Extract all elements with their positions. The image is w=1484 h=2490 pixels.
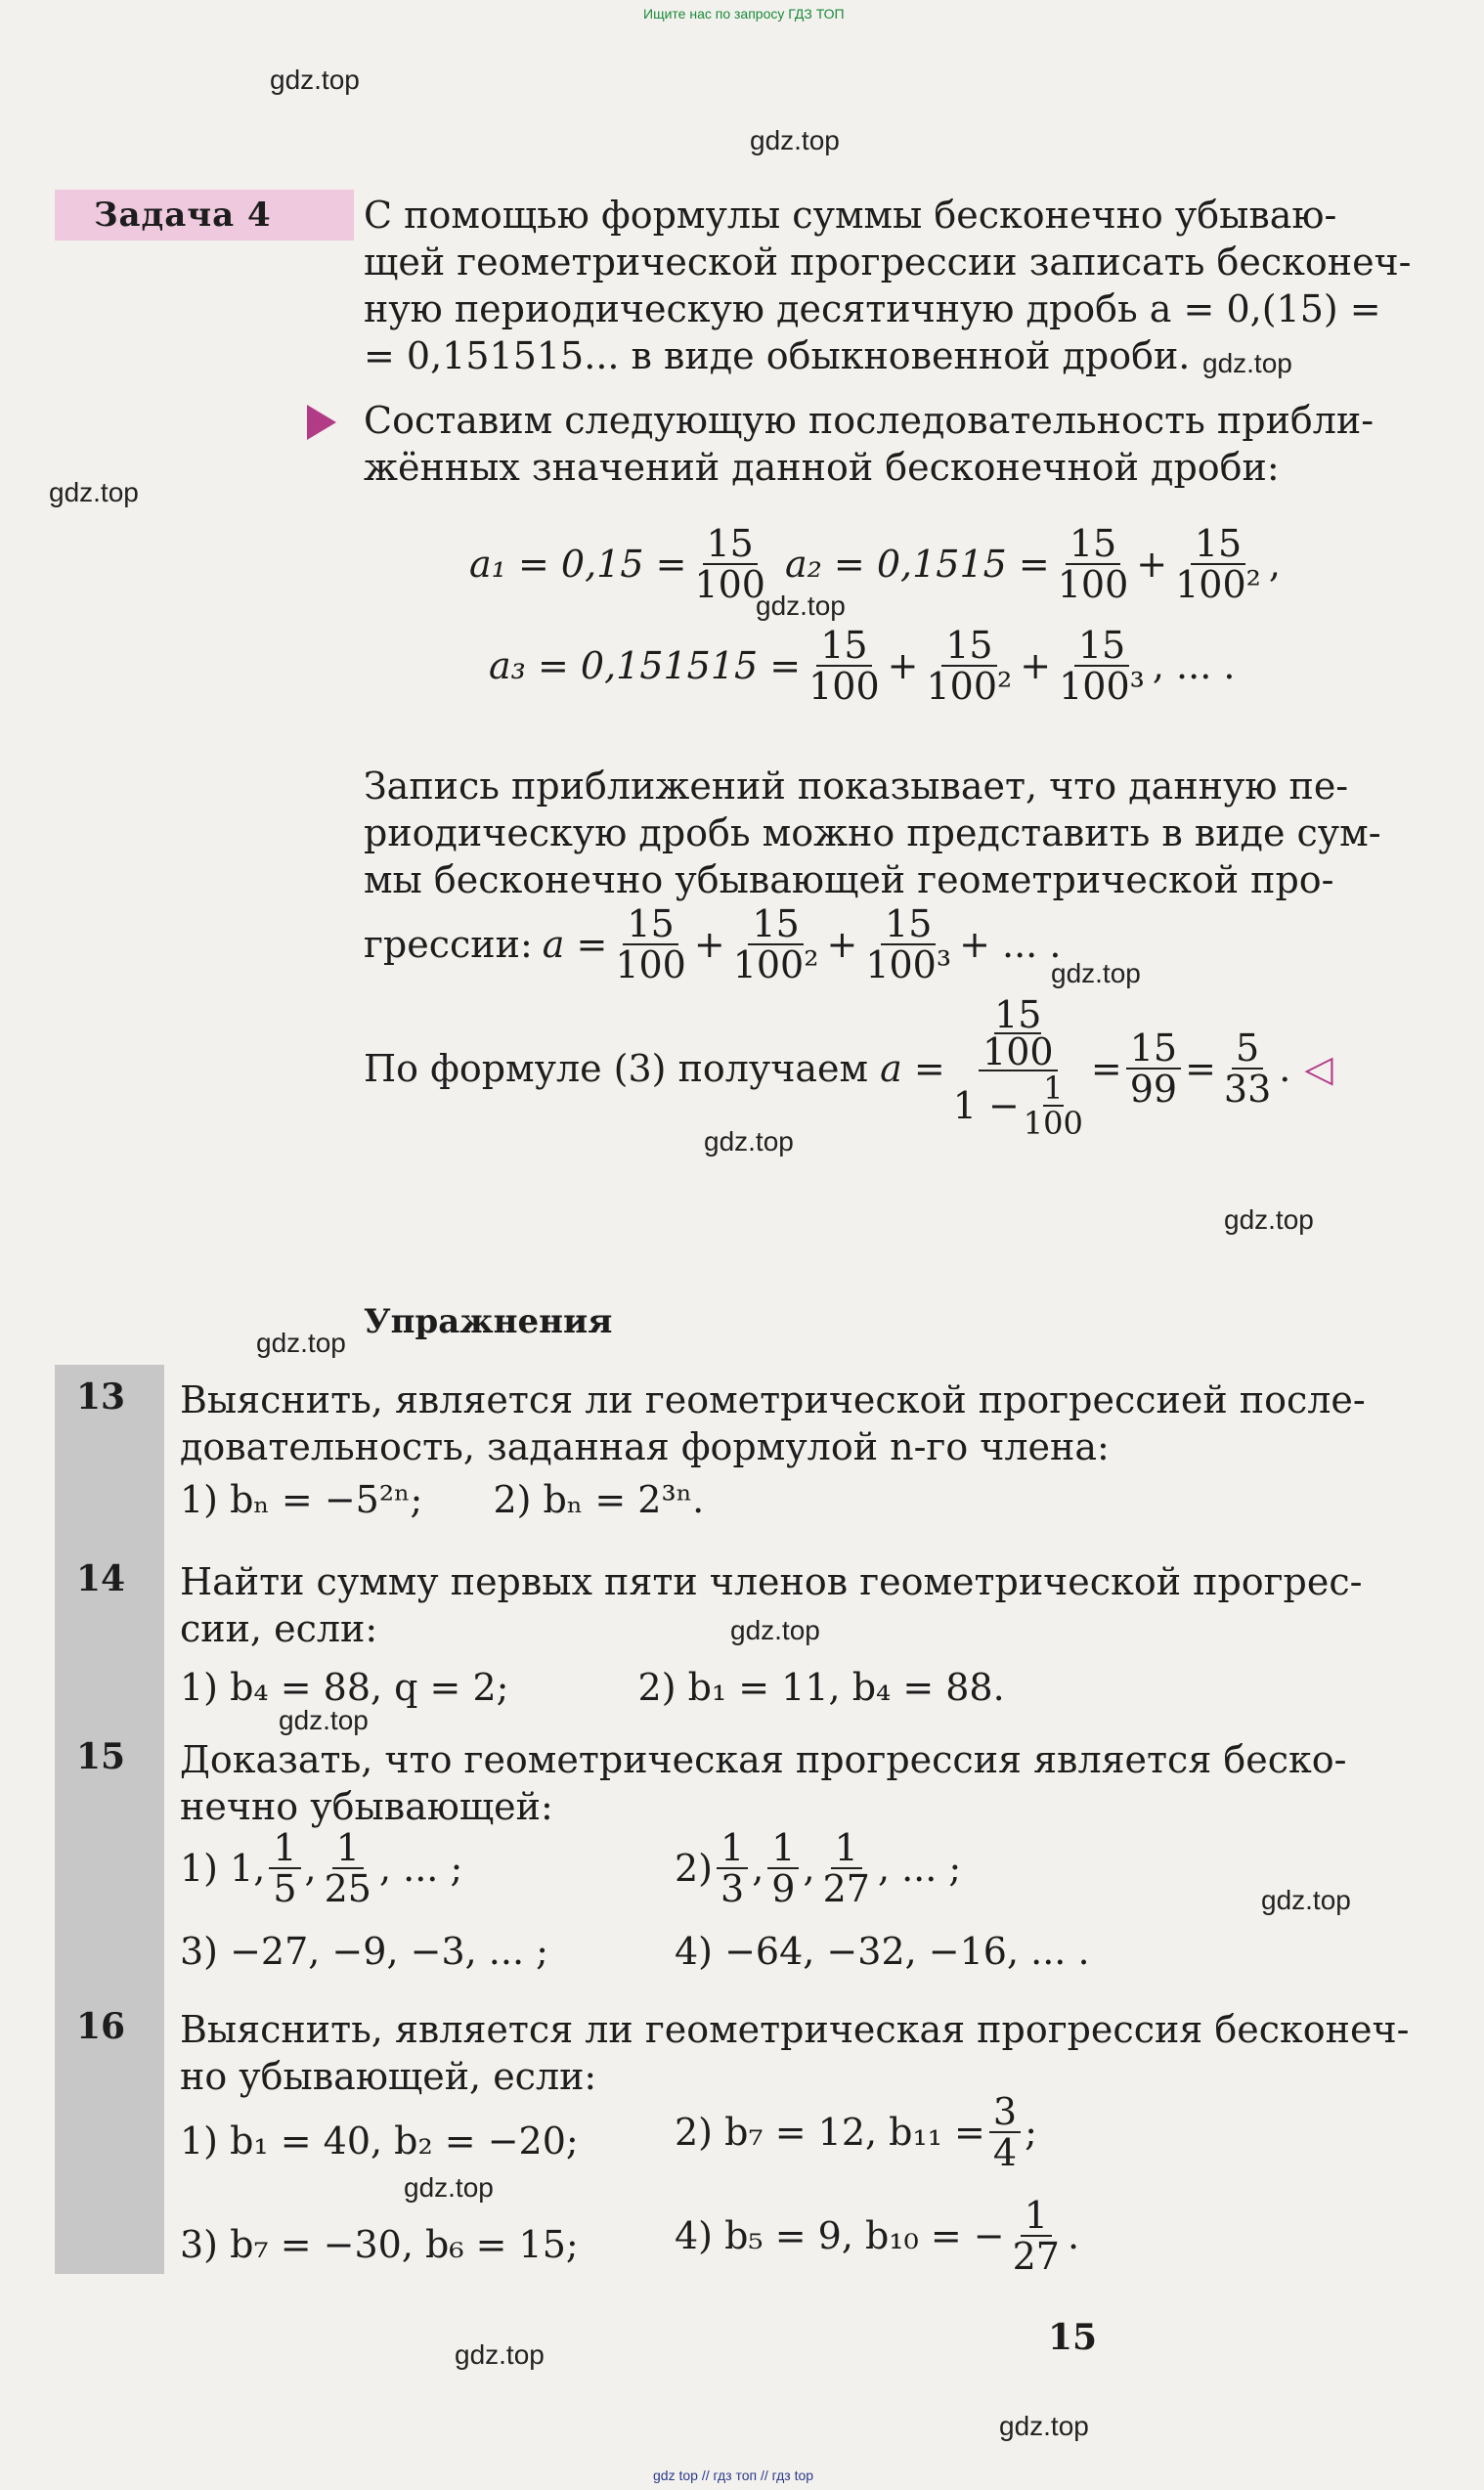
exercise-16-row-2b: 4) b₅ = 9, b₁₀ = − $\frac{1}{27}$ . xyxy=(675,2194,1080,2278)
watermark: gdz.top xyxy=(730,1615,820,1645)
approx-a3: a₃ = 0,151515 = xyxy=(489,644,802,687)
exercise-text: но убывающей, если: xyxy=(180,2055,597,2098)
fraction: $\frac{5}{33}$ xyxy=(1223,1027,1272,1111)
page-number: 15 xyxy=(1048,2317,1098,2358)
task-label: Задача 4 xyxy=(55,190,354,240)
exercise-part: 1) bₙ = −5²ⁿ; xyxy=(180,1478,423,1521)
exercise-part: 1) b₁ = 40, b₂ = −20; xyxy=(180,2119,579,2162)
exercise-part: 2) bₙ = 2³ⁿ. xyxy=(493,1478,705,1521)
header-note[interactable]: Ищите нас по запросу ГДЗ ТОП xyxy=(643,6,845,22)
exercise-15-row-2 xyxy=(180,1928,548,1975)
footer-note[interactable]: gdz top // гдз топ // гдз top xyxy=(653,2468,814,2483)
exercise-15-row-2b xyxy=(675,1928,1090,1975)
watermark: gdz.top xyxy=(270,65,360,95)
exercise-14 xyxy=(180,1558,1363,1711)
watermark: gdz.top xyxy=(49,477,139,507)
exercise-part: 2) b₇ = 12, b₁₁ = xyxy=(675,2111,985,2154)
exercise-16 xyxy=(180,2006,1409,2100)
approx-a1: a₁ = 0,15 = xyxy=(469,543,687,586)
exercise-text: сии, если: xyxy=(180,1607,378,1650)
explanation xyxy=(364,763,1381,903)
explanation-line: риодическую дробь можно представить в виде сум- xyxy=(364,811,1381,854)
fraction: $\frac{15}{100}$ xyxy=(615,902,686,986)
watermark: gdz.top xyxy=(279,1705,369,1735)
fraction: $\frac{15}{\text{100²}}$ xyxy=(926,624,1013,708)
exercise-text: Найти сумму первых пяти членов геометрической прогрес- xyxy=(180,1560,1363,1603)
intro-line: жённых значений данной бесконечной дроби: xyxy=(364,446,1280,489)
exercise-text: нечно убывающей: xyxy=(180,1785,553,1828)
result-a: a = xyxy=(880,1047,945,1090)
solution-intro xyxy=(364,397,1374,491)
approx-a2: a₂ = 0,1515 = xyxy=(784,543,1050,586)
solution-arrow-icon xyxy=(307,405,336,440)
fraction: $\frac{15}{100}$ xyxy=(1057,522,1129,606)
compound-fraction: 15 100 1 − $\frac{1}{100}$ xyxy=(952,993,1083,1142)
exercise-number: 13 xyxy=(76,1376,126,1418)
watermark: gdz.top xyxy=(455,2339,545,2370)
exercise-number: 14 xyxy=(76,1558,126,1599)
exercise-number: 16 xyxy=(76,2006,126,2047)
exercise-part: 4) −64, −32, −16, ... . xyxy=(675,1930,1090,1973)
series-row: грессии: a = $\frac{15}{100}$ + $\frac{15}{\text{100²}}$ + $\frac{15}{\text{100³}}$ + ... . xyxy=(364,902,1062,986)
fraction: $\frac{15}{100}$ xyxy=(694,522,765,606)
statement-line: = 0,151515... в виде обыкновенной дроби. xyxy=(364,334,1191,377)
watermark: gdz.top xyxy=(1051,958,1141,988)
watermark: gdz.top xyxy=(256,1328,346,1358)
exercise-part: 3) −27, −9, −3, ... ; xyxy=(180,1930,548,1973)
exercise-part: 4) b₅ = 9, b₁₀ = − xyxy=(675,2214,1005,2257)
task-statement xyxy=(364,192,1412,379)
watermark: gdz.top xyxy=(1224,1204,1314,1235)
watermark: gdz.top xyxy=(756,590,846,621)
exercise-16-row-1 xyxy=(180,2118,579,2164)
watermark: gdz.top xyxy=(704,1126,794,1157)
fraction: $\frac{15}{100}$ xyxy=(808,624,880,708)
statement-line: ную периодическую десятичную дробь a = 0,(15) = xyxy=(364,287,1381,330)
exercise-text: Выяснить, является ли геометрической прогрессией после- xyxy=(180,1378,1366,1421)
series-a: a = xyxy=(542,923,608,966)
approx-row-1: a₁ = 0,15 = $\frac{15}{100}$ a₂ = 0,1515 = $\frac{15}{100}$ + $\frac{15}{\text{100²}}$ , xyxy=(469,522,1281,606)
fraction: $\frac{15}{\text{100²}}$ xyxy=(732,902,819,986)
exercise-part: 2) b₁ = 11, b₄ = 88. xyxy=(637,1666,1005,1709)
exercise-part: 3) b₇ = −30, b₆ = 15; xyxy=(180,2223,579,2266)
exercises-margin xyxy=(55,1365,164,2274)
exercise-13 xyxy=(180,1376,1366,1523)
explanation-line: Запись приближений показывает, что данную пе- xyxy=(364,764,1349,808)
exercise-text: Выяснить, является ли геометрическая прогрессия бесконеч- xyxy=(180,2008,1410,2051)
exercise-part: 1) b₄ = 88, q = 2; xyxy=(180,1666,509,1709)
exercise-16-row-1b: 2) b₇ = 12, b₁₁ = $\frac{3}{4}$ ; xyxy=(675,2090,1037,2174)
exercise-part: 2) xyxy=(675,1847,714,1890)
exercises-heading: Упражнения xyxy=(364,1302,613,1341)
intro-line: Составим следующую последовательность прибли- xyxy=(364,399,1375,442)
exercise-number: 15 xyxy=(76,1736,126,1777)
statement-line: С помощью формулы суммы бесконечно убываю- xyxy=(364,194,1337,237)
fraction: $\frac{15}{99}$ xyxy=(1126,1028,1181,1109)
fraction: $\frac{15}{\text{100²}}$ xyxy=(1175,522,1261,606)
exercise-part: 1) 1, xyxy=(180,1847,266,1890)
watermark: gdz.top xyxy=(750,125,840,155)
approx-tail: , ... . xyxy=(1152,644,1236,687)
watermark: gdz.top xyxy=(999,2411,1089,2441)
watermark: gdz.top xyxy=(1202,348,1292,378)
exercise-16-row-2 xyxy=(180,2221,579,2268)
exercise-text: довательность, заданная формулой n-го члена: xyxy=(180,1425,1110,1468)
result-lead: По формуле (3) получаем xyxy=(364,1047,869,1090)
fraction: $\frac{15}{\text{100³}}$ xyxy=(1059,624,1145,708)
exercise-text: Доказать, что геометрическая прогрессия является беско- xyxy=(180,1738,1347,1781)
series-lead: грессии: xyxy=(364,923,533,966)
bleed-through xyxy=(59,293,66,346)
explanation-line: мы бесконечно убывающей геометрической про- xyxy=(364,858,1334,901)
statement-line: щей геометрической прогрессии записать бесконеч- xyxy=(364,240,1412,284)
end-mark-icon: ◁ xyxy=(1304,1047,1333,1090)
fraction: $\frac{15}{\text{100³}}$ xyxy=(865,902,952,986)
exercise-15 xyxy=(180,1736,1347,1830)
series-tail: + ... . xyxy=(959,923,1062,966)
watermark: gdz.top xyxy=(1261,1885,1351,1915)
watermark: gdz.top xyxy=(404,2172,494,2203)
approx-row-2: a₃ = 0,151515 = $\frac{15}{100}$ + $\frac{15}{\text{100²}}$ + $\frac{15}{\text{100³}}$ , ... . xyxy=(489,624,1236,708)
exercise-15-row-1b: 2) $\frac{1}{3}$ , $\frac{1}{9}$ , $\frac{1}{27}$ , ... ; xyxy=(675,1826,962,1910)
result-row: По формуле (3) получаем a = 15 100 1 − $\frac{1}{100}$ = $\frac{15}{99}$ = $\frac{5}{33}$ . ◁ xyxy=(364,993,1333,1142)
exercise-15-row-1: 1) 1, $\frac{1}{5}$ , $\frac{1}{25}$ , ... ; xyxy=(180,1826,463,1910)
